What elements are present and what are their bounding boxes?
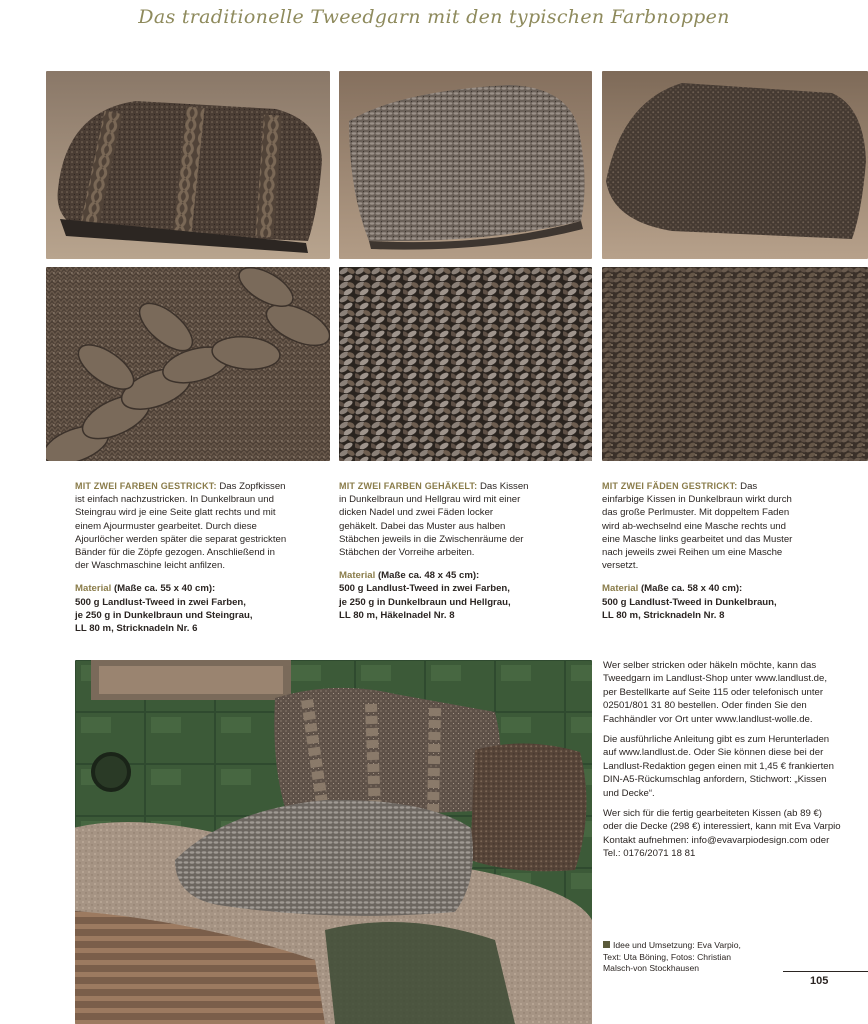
material-line: je 250 g in Dunkelbraun und Steingrau, [75,609,253,621]
credit-line: Malsch-von Stockhausen [603,963,700,973]
caption-material [602,582,802,622]
caption-cable-pillow [75,480,290,635]
page-number: 105 [810,975,829,987]
caption-lead: MIT ZWEI FARBEN GESTRICKT: [75,481,217,491]
caption-text: Das einfarbige Kissen in Dunkelbraun wirkt durch das große Perlmuster. Mit doppeltem Faden wird ab-wechselnd eine Masche rechts und eine Masche links gearbeitet und das Muster nach jeweils zwei Reihen um eine Masche versetzt. [602,481,793,572]
material-size: (Maße ca. 55 x 40 cm): [113,583,216,595]
caption-lead: MIT ZWEI FÄDEN GESTRICKT: [602,481,738,491]
photo-cable-pillow [46,71,330,259]
caption-seed-pillow [602,480,802,622]
credits [603,940,813,975]
credit-square-icon [603,941,610,948]
credit-line: Text: Uta Böning, Fotos: Christian [603,951,732,962]
order-paragraph: Wer selber stricken oder häkeln möchte, kann das Tweedgarn im Landlust-Shop unter www.landlust.de, per Bestellkarte auf Seite 115 oder telefonisch unter 02501/801 31 80 bestellen. Oder finden Sie den Fachhändler vor Ort unter www.landlust-wolle.de. [603,660,827,725]
contact-paragraph: Wer sich für die fertig gearbeiteten Kissen (ab 89 €) oder die Decke (298 €) interessiert, kann mit Eva Varpio Kontakt aufnehmen: info@evavarpiodesign.com oder Tel.: 0176/2071 18 81 [603,808,841,860]
material-line: 500 g Landlust-Tweed in zwei Farben, [75,596,246,608]
caption-text: Das Kissen in Dunkelbraun und Hellgrau wird mit einer dicken Nadel und zwei Fäden locker gehäkelt. Dabei das Muster aus halben Stäbchen jeweils in die Zwischenräume der Stäbchen der Vorreihe arbeiten. [339,481,529,559]
material-size: (Maße ca. 48 x 45 cm): [377,570,480,582]
caption-text: Das Zopfkissen ist einfach nachzustricken. In Dunkelbraun und Steingrau wird je eine Seite glatt rechts und mit einem Ajourmuster gearbeitet. Durch diese Ajourlöcher werden später die separat gestrickten Bänder für die Zöpfe gezogen. Anschließend in der Waschmaschine leicht anfilzen. [75,481,287,572]
photo-seed-pillow [602,71,868,259]
photo-crochet-detail [339,267,592,461]
page-number-rule [783,971,868,972]
material-line: LL 80 m, Stricknadeln Nr. 6 [75,623,198,635]
photo-pillows-and-blanket [75,660,592,1024]
caption-material [339,569,534,622]
photo-crochet-pillow [339,71,592,259]
caption-material [75,582,290,635]
material-label: Material [602,583,639,595]
photo-seed-detail [602,267,868,461]
caption-lead: MIT ZWEI FARBEN GEHÄKELT: [339,481,478,491]
caption-crochet-pillow [339,480,534,622]
photo-cable-detail [46,267,330,461]
material-line: LL 80 m, Häkelnadel Nr. 8 [339,609,455,621]
material-line: je 250 g in Dunkelbraun und Hellgrau, [339,596,511,608]
page-title: Das traditionelle Tweedgarn mit den typischen Farbnoppen [138,6,730,28]
material-size: (Maße ca. 58 x 40 cm): [640,583,743,595]
material-line: 500 g Landlust-Tweed in zwei Farben, [339,583,510,595]
material-line: 500 g Landlust-Tweed in Dunkelbraun, [602,596,777,608]
instructions-paragraph: Die ausführliche Anleitung gibt es zum Herunterladen auf www.landlust.de. Oder Sie können diese bei der Landlust-Redaktion gegen einen mit 1,45 € frankierten DIN-A5-Rückumschlag anfordern, Stichwort: „Kissen und Decke“. [603,734,834,799]
material-label: Material [75,583,112,595]
material-line: LL 80 m, Stricknadeln Nr. 8 [602,609,725,621]
credit-line: Idee und Umsetzung: Eva Varpio, [613,940,741,950]
order-info [603,659,843,868]
material-label: Material [339,570,376,582]
